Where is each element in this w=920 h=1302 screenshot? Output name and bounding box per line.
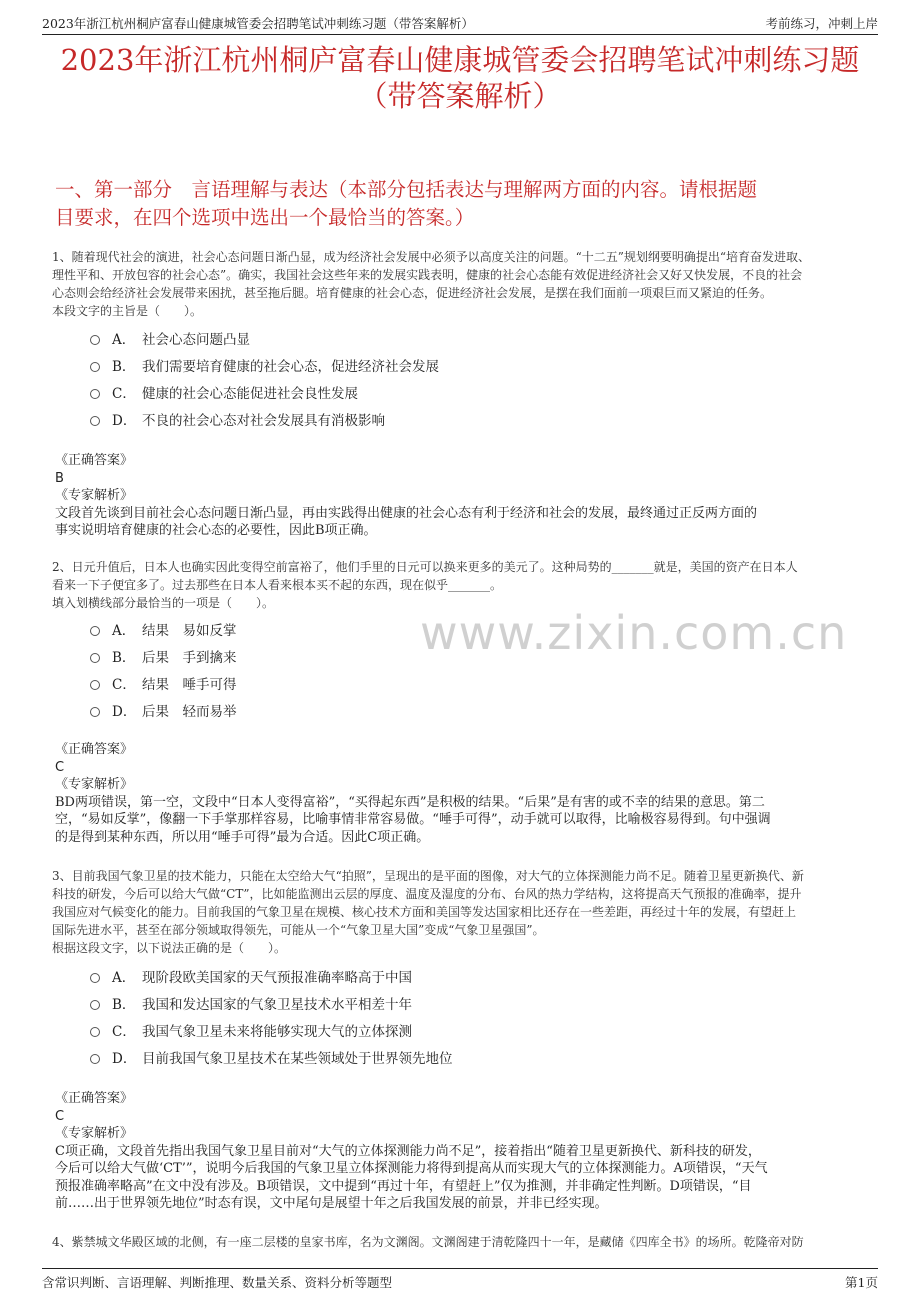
section-heading	[55, 176, 865, 232]
option-letter: D．	[112, 1050, 137, 1067]
stem-line: 科技的研发，今后可以给大气做“CT”，比如能监测出云层的厚度、温度及湿度的分布、台风的热力学结构，这将提高天气预报的准确率，提升	[52, 887, 802, 901]
answer-letter: C	[55, 759, 65, 775]
radio-icon[interactable]	[90, 680, 100, 690]
watermark: www.zixin.com.cn	[420, 606, 848, 660]
option-d[interactable]	[90, 1043, 860, 1070]
option-letter: A．	[112, 331, 136, 348]
document-title	[0, 42, 920, 114]
option-c[interactable]	[90, 1016, 860, 1043]
option-letter: D．	[112, 703, 137, 720]
radio-icon[interactable]	[90, 1027, 100, 1037]
analysis-line: 预报准确率略高”在文中没有涉及。B项错误，文中提到“再过十年，有望赶上”仅为推测，并非确定性判断。D项错误，“目	[55, 1178, 752, 1194]
option-letter: B．	[112, 996, 136, 1013]
radio-icon[interactable]	[90, 1000, 100, 1010]
page-number: 第1页	[845, 1275, 878, 1290]
option-letter: B．	[112, 649, 136, 666]
radio-icon[interactable]	[90, 416, 100, 426]
option-text: 后果 手到擒来	[142, 649, 237, 666]
question-2-answer	[55, 741, 870, 846]
analysis-line: 空，“易如反掌”，像翻一下手掌那样容易，比喻事情非常容易做。“唾手可得”，动手就可以取得，比喻极容易得到。句中强调	[55, 812, 771, 827]
radio-icon[interactable]	[90, 626, 100, 636]
question-1-options	[90, 324, 860, 432]
option-c[interactable]	[90, 378, 860, 405]
section-line-1: 一、第一部分 言语理解与表达（本部分包括表达与理解两方面的内容。请根据题	[55, 178, 758, 201]
option-text: 结果 唾手可得	[142, 676, 237, 693]
analysis-line: BD两项错误，第一空，文段中“日本人变得富裕”，“买得起东西”是积极的结果。“后果”是有害的或不幸的结果的意思。第二	[55, 794, 765, 810]
section-line-2: 目要求，在四个选项中选出一个最恰当的答案。）	[55, 206, 475, 229]
stem-line: 1、随着现代社会的演进，社会心态问题日渐凸显，成为经济社会发展中必须予以高度关注的问题。“十二五”规划纲要明确提出“培育奋发进取、	[52, 250, 811, 264]
stem-line: 理性平和、开放包容的社会心态”。确实，我国社会这些年来的发展实践表明，健康的社会心态能有效促进经济社会又好又快发展，不良的社会	[52, 268, 803, 282]
radio-icon[interactable]	[90, 707, 100, 717]
question-2-stem	[52, 558, 868, 612]
option-letter: A．	[112, 969, 136, 986]
analysis-tag: 《专家解析》	[55, 1126, 134, 1141]
option-text: 不良的社会心态对社会发展具有消极影响	[142, 412, 385, 429]
option-text: 健康的社会心态能促进社会良性发展	[142, 385, 358, 402]
page-footer	[42, 1268, 878, 1293]
option-letter: A．	[112, 622, 136, 639]
question-2-options	[90, 615, 860, 723]
option-text: 我国气象卫星未来将能够实现大气的立体探测	[142, 1023, 412, 1040]
stem-line: 3、目前我国气象卫星的技术能力，只能在太空给大气“拍照”，呈现出的是平面的图像，对大气的立体探测能力尚不足。随着卫星更新换代、新	[52, 869, 804, 883]
option-letter: C．	[112, 385, 136, 402]
answer-tag: 《正确答案》	[55, 453, 134, 468]
header-slogan: 考前练习，冲刺上岸	[765, 16, 878, 31]
option-d[interactable]	[90, 405, 860, 432]
stem-line: 看来一下子便宜多了。过去那些在日本人看来根本买不起的东西，现在似乎_______。	[52, 578, 503, 592]
stem-line: 国际先进水平，甚至在部分领域取得领先，可能从一个“气象卫星大国”变成“气象卫星强国”。	[52, 923, 545, 937]
header-doc-title: 2023年浙江杭州桐庐富春山健康城管委会招聘笔试冲刺练习题（带答案解析）	[42, 16, 474, 31]
option-text: 我国和发达国家的气象卫星技术水平相差十年	[142, 996, 412, 1013]
option-text: 社会心态问题凸显	[142, 331, 250, 348]
title-line-2: （带答案解析）	[358, 79, 562, 113]
radio-icon[interactable]	[90, 389, 100, 399]
question-3-answer	[55, 1090, 870, 1213]
option-c[interactable]	[90, 669, 860, 696]
stem-line: 填入划横线部分最恰当的一项是（ ）。	[52, 596, 275, 610]
option-letter: C．	[112, 1023, 136, 1040]
analysis-line: 文段首先谈到目前社会心态问题日渐凸显，再由实践得出健康的社会心态有利于经济和社会的发展，最终通过正反两方面的	[55, 505, 758, 521]
radio-icon[interactable]	[90, 335, 100, 345]
stem-line: 根据这段文字，以下说法正确的是（ ）。	[52, 941, 287, 955]
question-1-stem	[52, 248, 868, 320]
option-b[interactable]	[90, 989, 860, 1016]
analysis-line: C项正确，文段首先指出我国气象卫星目前对“大气的立体探测能力尚不足”，接着指出“随着卫星更新换代、新科技的研发，	[55, 1143, 761, 1159]
footer-topics: 含常识判断、言语理解、判断推理、数量关系、资料分析等题型	[42, 1275, 393, 1290]
stem-line: 我国应对气候变化的能力。目前我国的气象卫星在规模、核心技术方面和美国等发达国家相比还存在一些差距，再经过十年的发展，有望赶上	[52, 905, 797, 919]
radio-icon[interactable]	[90, 1054, 100, 1064]
question-1-answer	[55, 452, 870, 540]
option-text: 后果 轻而易举	[142, 703, 237, 720]
question-3-stem	[52, 867, 868, 957]
analysis-line: 前……出于世界领先地位”时态有误，文中尾句是展望十年之后我国发展的前景，并非已经实现。	[55, 1196, 608, 1211]
option-letter: C．	[112, 676, 136, 693]
title-line-1: 2023年浙江杭州桐庐富春山健康城管委会招聘笔试冲刺练习题	[60, 43, 860, 77]
option-text: 我们需要培育健康的社会心态，促进经济社会发展	[142, 358, 439, 375]
question-4-stem	[52, 1233, 868, 1251]
stem-line: 心态则会给经济社会发展带来困扰，甚至拖后腿。培育健康的社会心态，促进经济社会发展，是摆在我们面前一项艰巨而又紧迫的任务。	[52, 286, 773, 300]
question-3-options	[90, 962, 860, 1070]
option-b[interactable]	[90, 351, 860, 378]
stem-line: 本段文字的主旨是（ ）。	[52, 304, 203, 318]
answer-tag: 《正确答案》	[55, 742, 134, 757]
answer-letter: B	[55, 470, 64, 486]
option-a[interactable]	[90, 962, 860, 989]
analysis-line: 事实说明培育健康的社会心态的必要性，因此B项正确。	[55, 523, 377, 538]
page-header	[42, 12, 878, 35]
radio-icon[interactable]	[90, 973, 100, 983]
option-text: 现阶段欧美国家的天气预报准确率略高于中国	[142, 969, 412, 986]
radio-icon[interactable]	[90, 362, 100, 372]
option-a[interactable]	[90, 324, 860, 351]
answer-tag: 《正确答案》	[55, 1091, 134, 1106]
stem-line: 2、日元升值后，日本人也确实因此变得空前富裕了，他们手里的日元可以换来更多的美元了。这种局势的_______就是，美国的资产在日本人	[52, 560, 798, 574]
stem-line: 4、紫禁城文华殿区域的北侧，有一座二层楼的皇家书库，名为文渊阁。文渊阁建于清乾隆四十一年，是藏储《四库全书》的场所。乾隆帝对防	[52, 1235, 804, 1249]
radio-icon[interactable]	[90, 653, 100, 663]
option-b[interactable]	[90, 642, 860, 669]
analysis-tag: 《专家解析》	[55, 777, 134, 792]
analysis-line: 今后可以给大气做‘CT’”，说明今后我国的气象卫星立体探测能力将得到提高从而实现大气的立体探测能力。A项错误，“天气	[55, 1161, 768, 1176]
option-letter: D．	[112, 412, 137, 429]
option-d[interactable]	[90, 696, 860, 723]
option-text: 结果 易如反掌	[142, 622, 237, 639]
option-text: 目前我国气象卫星技术在某些领域处于世界领先地位	[142, 1050, 453, 1067]
option-letter: B．	[112, 358, 136, 375]
answer-letter: C	[55, 1108, 65, 1124]
option-a[interactable]	[90, 615, 860, 642]
analysis-tag: 《专家解析》	[55, 488, 134, 503]
analysis-line: 的是得到某种东西，所以用“唾手可得”最为合适。因此C项正确。	[55, 829, 430, 845]
